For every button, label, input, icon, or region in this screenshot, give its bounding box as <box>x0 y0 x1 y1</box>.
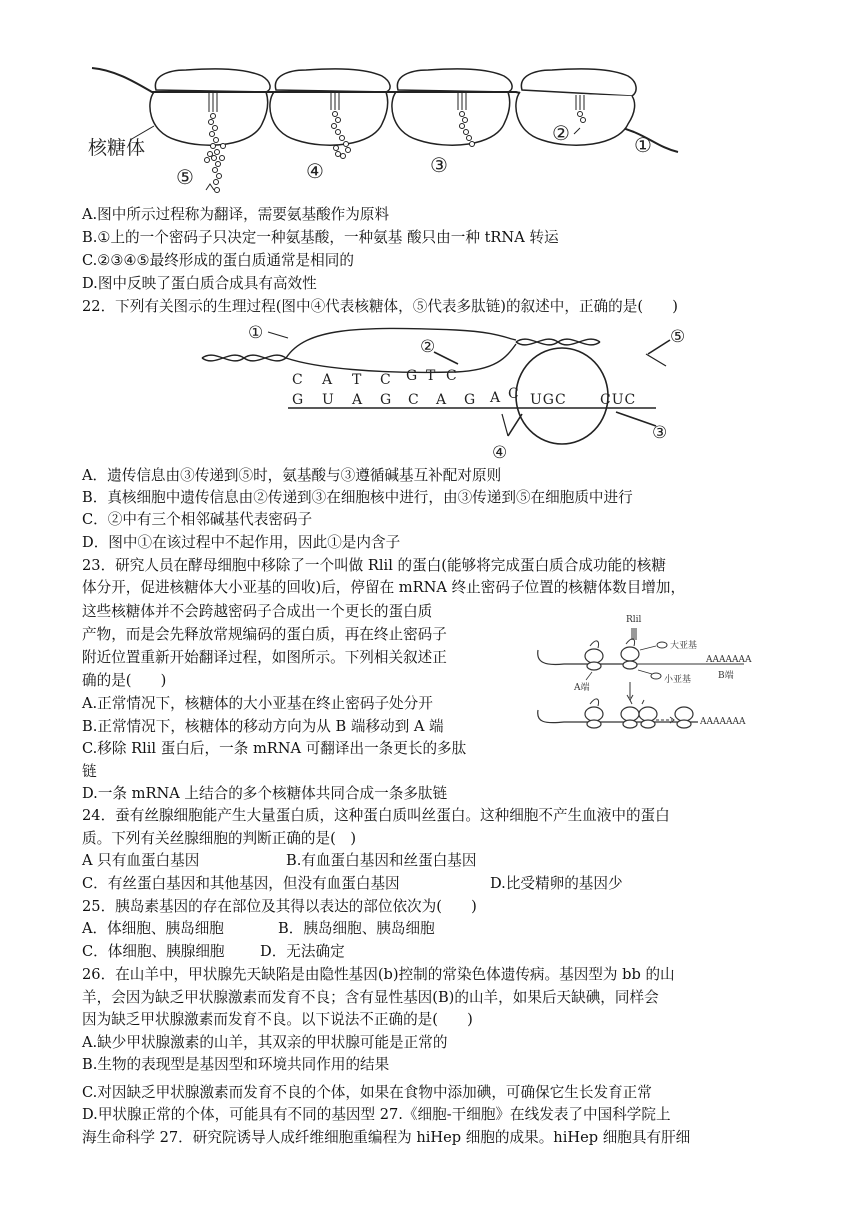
mark-2: ② <box>420 337 436 357</box>
q25-option-d: D．无法确定 <box>260 943 345 960</box>
rna-base: U <box>322 392 335 408</box>
q21-option-b: B.①上的一个密码子只决定一种氨基酸，一种氨基 酸只由一种 tRNA 转运 <box>82 229 559 246</box>
q23-stem-line4: 产物，而是会先释放常规编码的蛋白质，再在终止密码子 <box>82 626 447 643</box>
q22-option-b: B．真核细胞中遗传信息由②传递到③在细胞核中进行，由③传递到⑤在细胞质中进行 <box>82 489 633 506</box>
transcription-translation-figure <box>196 318 706 464</box>
large-subunit-label: 大亚基 <box>670 641 698 651</box>
dna-base: T <box>426 368 437 384</box>
q23-option-a: A.正常情况下，核糖体的大小亚基在终止密码子处分开 <box>82 695 433 712</box>
q21-option-d: D.图中反映了蛋白质合成具有高效性 <box>82 275 317 292</box>
mark-4: ④ <box>492 443 508 463</box>
ribosome-translation-figure <box>86 62 686 198</box>
mark-1: ① <box>248 323 264 343</box>
rna-base: C <box>408 392 420 408</box>
poly-a-bottom: AAAAAAA <box>700 717 746 727</box>
q24-stem-line1: 24．蚕有丝腺细胞能产生大量蛋白质，这种蛋白质叫丝蛋白。这种细胞不产生血液中的蛋白 <box>82 807 670 824</box>
q25-option-b: B．胰岛细胞、胰岛细胞 <box>278 920 435 937</box>
mark-2: ② <box>552 121 570 145</box>
rlil-ribosome-figure <box>534 610 794 740</box>
q24-option-b: B.有血蛋白基因和丝蛋白基因 <box>286 852 477 869</box>
mark-5: ⑤ <box>176 165 194 189</box>
rna-base: C <box>508 386 520 402</box>
q23-option-c-wrap: 链 <box>82 763 97 780</box>
q22-option-a: A．遗传信息由③传递到⑤时，氨基酸与③遵循碱基互补配对原则 <box>82 467 502 484</box>
q22-option-d: D．图中①在该过程中不起作用，因此①是内含子 <box>82 534 401 551</box>
small-subunit-label: 小亚基 <box>664 675 692 685</box>
q23-option-b: B.正常情况下，核糖体的移动方向为从 B 端移动到 A 端 <box>82 718 444 735</box>
ribosome-4 <box>516 69 636 145</box>
q25-stem: 25．胰岛素基因的存在部位及其得以表达的部位依次为( ) <box>82 898 477 915</box>
q22-option-c: C．②中有三个相邻碱基代表密码子 <box>82 511 313 528</box>
q23-option-d: D.一条 mRNA 上结合的多个核糖体共同合成一条多肽链 <box>82 785 448 802</box>
q26-option-d: D.甲状腺正常的个体，可能具有不同的基因型 27.《细胞-干细胞》在线发表了中国科学院上 <box>82 1106 671 1123</box>
q23-stem-line1: 23．研究人员在酵母细胞中移除了一个叫做 Rlil 的蛋白(能够将完成蛋白质合成功能的核糖 <box>82 557 666 574</box>
q26-stem-line3: 因为缺乏甲状腺激素而发育不良。以下说法不正确的是( ) <box>82 1011 473 1028</box>
q25-option-c: C．体细胞、胰腺细胞 <box>82 943 225 960</box>
q24-option-a: A 只有血蛋白基因 <box>82 852 200 869</box>
mark-4: ④ <box>306 159 324 183</box>
anticodon: UGC <box>530 392 567 408</box>
ribosome-1 <box>150 69 270 193</box>
ribosome-2 <box>270 69 390 159</box>
dna-base: G <box>406 368 419 384</box>
q23-stem-line2: 体分开，促进核糖体大小亚基的回收)后，停留在 mRNA 终止密码子位置的核糖体数目增加， <box>82 579 686 596</box>
q23-stem-line6: 确的是( ) <box>82 672 167 689</box>
a-end-label: A端 <box>574 683 590 693</box>
mark-3: ③ <box>430 153 448 177</box>
q26-stem-line1: 26．在山羊中，甲状腺先天缺陷是由隐性基因(b)控制的常染色体遗传病。基因型为 bb 的山 <box>82 966 675 983</box>
q22-stem: 22．下列有关图示的生理过程(图中④代表核糖体，⑤代表多肽链)的叙述中，正确的是( ) <box>82 298 678 315</box>
q23-option-c: C.移除 Rlil 蛋白后，一条 mRNA 可翻译出一条更长的多肽 <box>82 740 467 757</box>
q27-stem-line: 海生命科学 27．研究院诱导人成纤维细胞重编程为 hiHep 细胞的成果。hiHep 细胞具有肝细 <box>82 1129 691 1146</box>
q24-option-d: D.比受精卵的基因少 <box>490 875 623 892</box>
rna-base: G <box>464 392 477 408</box>
rna-base: A <box>490 390 502 406</box>
rna-base: G <box>292 392 305 408</box>
rna-base: G <box>380 392 393 408</box>
dna-base: T <box>352 372 363 388</box>
q24-option-c: C．有丝蛋白基因和其他基因，但没有血蛋白基因 <box>82 875 400 892</box>
q25-option-a: A．体细胞、胰岛细胞 <box>82 920 224 937</box>
ribosome-label: 核糖体 <box>88 137 146 159</box>
b-end-label: B端 <box>718 671 734 681</box>
q21-option-c: C.②③④⑤最终形成的蛋白质通常是相同的 <box>82 252 354 269</box>
q23-stem-line5: 附近位置重新开始翻译过程，如图所示。下列相关叙述正 <box>82 649 447 666</box>
dna-base: C <box>446 368 458 384</box>
mark-3: ③ <box>652 423 668 443</box>
q26-stem-line2: 羊，会因为缺乏甲状腺激素而发育不良；含有显性基因(B)的山羊，如果后天缺碘，同样会 <box>82 989 659 1006</box>
q21-option-a: A.图中所示过程称为翻译，需要氨基酸作为原料 <box>82 206 390 223</box>
mark-5: ⑤ <box>670 327 686 347</box>
dna-base: C <box>380 372 392 388</box>
rna-base: A <box>436 392 448 408</box>
mark-1: ① <box>634 133 652 157</box>
dna-base: C <box>292 372 304 388</box>
ribosome-3 <box>392 69 512 147</box>
q26-option-a: A.缺少甲状腺激素的山羊，其双亲的甲状腺可能是正常的 <box>82 1034 448 1051</box>
q24-stem-line2: 质。下列有关丝腺细胞的判断正确的是( ) <box>82 830 357 847</box>
q23-stem-line3: 这些核糖体并不会跨越密码子合成出一个更长的蛋白质 <box>82 603 433 620</box>
codon-right: CUC <box>600 392 637 408</box>
q26-option-b: B.生物的表现型是基因型和环境共同作用的结果 <box>82 1056 390 1073</box>
poly-a-top: AAAAAAA <box>706 655 752 665</box>
dna-base: A <box>322 372 334 388</box>
rlil-label: Rlil <box>626 615 642 625</box>
q26-option-c: C.对因缺乏甲状腺激素而发育不良的个体，如果在食物中添加碘，可确保它生长发育正常 <box>82 1084 652 1101</box>
rna-base: A <box>352 392 364 408</box>
